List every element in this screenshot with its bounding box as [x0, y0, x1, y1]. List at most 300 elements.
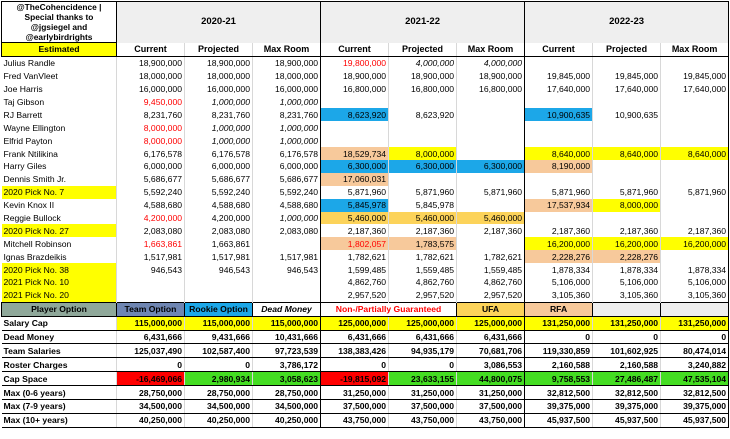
- player-name: Reggie Bullock: [2, 212, 117, 225]
- salary-cell: 17,640,000: [593, 83, 661, 96]
- player-name: Fred VanVleet: [2, 70, 117, 83]
- salary-cell: 1,000,000: [185, 96, 253, 109]
- summary-value: 28,750,000: [253, 386, 321, 400]
- legend-row: [2, 302, 729, 316]
- summary-value: 0: [661, 330, 729, 344]
- summary-value: 6,431,666: [117, 330, 185, 344]
- summary-value: 37,500,000: [389, 400, 457, 414]
- legend-team-option: Team Option: [117, 302, 185, 316]
- salary-cell: 2,187,360: [389, 224, 457, 237]
- salary-cell: 16,800,000: [457, 83, 525, 96]
- summary-value: 94,935,179: [389, 344, 457, 358]
- salary-cell: 8,000,000: [117, 121, 185, 134]
- player-row: [2, 70, 729, 83]
- salary-cell: 18,900,000: [185, 56, 253, 69]
- salary-cell: [457, 121, 525, 134]
- subheader-max-room-0: Max Room: [253, 43, 321, 57]
- summary-value: 125,000,000: [389, 316, 457, 330]
- summary-value: 101,602,925: [593, 344, 661, 358]
- salary-sheet: [1, 1, 729, 428]
- salary-cell: 5,871,960: [661, 186, 729, 199]
- salary-cell: [457, 199, 525, 212]
- salary-cell: 16,800,000: [321, 83, 389, 96]
- salary-cell: 2,187,360: [457, 224, 525, 237]
- salary-cell: 8,640,000: [593, 147, 661, 160]
- summary-value: 3,786,172: [253, 358, 321, 372]
- player-row: [2, 263, 729, 276]
- salary-cell: 6,300,000: [389, 160, 457, 173]
- salary-cell: 2,187,360: [593, 224, 661, 237]
- salary-cell: 4,862,760: [389, 276, 457, 289]
- player-row: [2, 250, 729, 263]
- salary-cell: 18,000,000: [185, 70, 253, 83]
- subheader-current-2: Current: [525, 43, 593, 57]
- salary-cell: 4,000,000: [389, 56, 457, 69]
- player-row: [2, 237, 729, 250]
- salary-cell: [593, 160, 661, 173]
- salary-cell: 2,187,360: [321, 224, 389, 237]
- salary-cell: 10,900,635: [525, 108, 593, 121]
- summary-value: 45,937,500: [525, 413, 593, 427]
- salary-cell: [117, 276, 185, 289]
- summary-value: 0: [389, 358, 457, 372]
- summary-value: 6,431,666: [389, 330, 457, 344]
- salary-cell: 2,957,520: [321, 289, 389, 302]
- credit-cell: @TheCohencidence | Special thanks to @jgsiegel and @earlybirdrights: [2, 2, 117, 43]
- player-name: Harry Giles: [2, 160, 117, 173]
- subheader-current-0: Current: [117, 43, 185, 57]
- player-row: [2, 83, 729, 96]
- summary-value: 131,250,000: [525, 316, 593, 330]
- salary-cell: [593, 212, 661, 225]
- player-row: [2, 199, 729, 212]
- salary-cell: 1,000,000: [185, 134, 253, 147]
- salary-cell: [389, 121, 457, 134]
- summary-value: 32,812,500: [661, 386, 729, 400]
- salary-cell: 18,900,000: [321, 70, 389, 83]
- summary-label: Dead Money: [2, 330, 117, 344]
- salary-cell: 4,000,000: [457, 56, 525, 69]
- player-row: [2, 173, 729, 186]
- salary-cell: 5,106,000: [593, 276, 661, 289]
- salary-cell: [457, 173, 525, 186]
- salary-cell: 8,623,920: [321, 108, 389, 121]
- salary-cell: [661, 212, 729, 225]
- salary-cell: [661, 56, 729, 69]
- legend-non-guaranteed: Non-/Partially Guaranteed: [321, 302, 457, 316]
- summary-value: 3,086,553: [457, 358, 525, 372]
- player-row: [2, 289, 729, 302]
- salary-cell: 2,228,276: [525, 250, 593, 263]
- player-name: Taj Gibson: [2, 96, 117, 109]
- salary-cell: 19,800,000: [321, 56, 389, 69]
- salary-cell: 2,187,360: [661, 224, 729, 237]
- salary-cell: 1,878,334: [593, 263, 661, 276]
- salary-cell: 5,871,960: [321, 186, 389, 199]
- legend-dead-money: Dead Money: [253, 302, 321, 316]
- salary-cell: 4,862,760: [321, 276, 389, 289]
- summary-value: 0: [593, 330, 661, 344]
- salary-cell: 18,900,000: [389, 70, 457, 83]
- salary-cell: 17,640,000: [661, 83, 729, 96]
- summary-value: 43,750,000: [321, 413, 389, 427]
- summary-value: 70,681,706: [457, 344, 525, 358]
- summary-value: 34,500,000: [117, 400, 185, 414]
- salary-cell: 946,543: [185, 263, 253, 276]
- player-name: Dennis Smith Jr.: [2, 173, 117, 186]
- summary-value: 34,500,000: [253, 400, 321, 414]
- salary-cell: 18,000,000: [117, 70, 185, 83]
- salary-cell: 6,300,000: [321, 160, 389, 173]
- summary-value: 31,250,000: [457, 386, 525, 400]
- player-name: RJ Barrett: [2, 108, 117, 121]
- salary-cell: 10,900,635: [593, 108, 661, 121]
- salary-cell: 5,460,000: [389, 212, 457, 225]
- player-row: [2, 212, 729, 225]
- summary-value: 125,000,000: [321, 316, 389, 330]
- salary-cell: 5,845,978: [389, 199, 457, 212]
- player-name: Wayne Ellington: [2, 121, 117, 134]
- player-row: [2, 121, 729, 134]
- player-name: Kevin Knox II: [2, 199, 117, 212]
- salary-cell: 8,231,760: [185, 108, 253, 121]
- salary-cell: 8,000,000: [593, 199, 661, 212]
- subheader-max-room-2: Max Room: [661, 43, 729, 57]
- salary-cell: [389, 96, 457, 109]
- salary-cell: 8,000,000: [117, 134, 185, 147]
- salary-cell: 2,187,360: [525, 224, 593, 237]
- summary-value: 32,812,500: [593, 386, 661, 400]
- salary-cell: 1,000,000: [253, 134, 321, 147]
- salary-cell: [661, 199, 729, 212]
- summary-value: 2,160,588: [593, 358, 661, 372]
- summary-value: 119,330,859: [525, 344, 593, 358]
- summary-label: Max (7-9 years): [2, 400, 117, 414]
- player-name: 2021 Pick No. 10: [2, 276, 117, 289]
- salary-cell: [661, 134, 729, 147]
- salary-cell: 1,782,621: [457, 250, 525, 263]
- salary-cell: 4,588,680: [117, 199, 185, 212]
- salary-cell: 4,200,000: [117, 212, 185, 225]
- summary-label: Max (10+ years): [2, 413, 117, 427]
- player-name: Joe Harris: [2, 83, 117, 96]
- summary-value: 31,250,000: [321, 386, 389, 400]
- salary-cell: [253, 289, 321, 302]
- salary-cell: [661, 250, 729, 263]
- summary-value: 27,486,487: [593, 372, 661, 386]
- subheader-projected-0: Projected: [185, 43, 253, 57]
- salary-cell: 1,559,485: [457, 263, 525, 276]
- salary-cell: [457, 134, 525, 147]
- salary-cell: 1,517,981: [117, 250, 185, 263]
- salary-cell: 1,000,000: [253, 212, 321, 225]
- salary-cell: 5,106,000: [525, 276, 593, 289]
- salary-cell: 18,900,000: [253, 56, 321, 69]
- summary-value: 3,058,623: [253, 372, 321, 386]
- salary-cell: 5,592,240: [117, 186, 185, 199]
- salary-cell: 3,105,360: [525, 289, 593, 302]
- summary-value: 10,431,666: [253, 330, 321, 344]
- player-name: 2020 Pick No. 7: [2, 186, 117, 199]
- salary-cell: 2,083,080: [253, 224, 321, 237]
- summary-row: [2, 372, 729, 386]
- salary-cell: 16,200,000: [593, 237, 661, 250]
- player-row: [2, 160, 729, 173]
- salary-cell: [253, 237, 321, 250]
- salary-cell: 5,686,677: [185, 173, 253, 186]
- summary-value: 0: [185, 358, 253, 372]
- salary-cell: [389, 134, 457, 147]
- player-row: [2, 147, 729, 160]
- salary-cell: 1,782,621: [321, 250, 389, 263]
- salary-cell: 1,517,981: [185, 250, 253, 263]
- player-row: [2, 108, 729, 121]
- summary-value: 40,250,000: [185, 413, 253, 427]
- salary-cell: [661, 160, 729, 173]
- summary-value: 125,037,490: [117, 344, 185, 358]
- salary-cell: 16,200,000: [525, 237, 593, 250]
- salary-cell: 17,640,000: [525, 83, 593, 96]
- salary-cell: 16,000,000: [253, 83, 321, 96]
- summary-row: [2, 386, 729, 400]
- subheader-current-1: Current: [321, 43, 389, 57]
- legend-rookie-option: Rookie Option: [185, 302, 253, 316]
- salary-cell: [525, 56, 593, 69]
- summary-row: [2, 330, 729, 344]
- salary-cell: [593, 121, 661, 134]
- summary-value: 34,500,000: [185, 400, 253, 414]
- legend-player-option: Player Option: [2, 302, 117, 316]
- salary-cell: [593, 134, 661, 147]
- salary-cell: 18,529,734: [321, 147, 389, 160]
- summary-value: 40,250,000: [253, 413, 321, 427]
- summary-value: 115,000,000: [185, 316, 253, 330]
- summary-row: [2, 413, 729, 427]
- salary-cell: 19,845,000: [661, 70, 729, 83]
- legend-filler: [593, 302, 661, 316]
- salary-cell: 19,845,000: [525, 70, 593, 83]
- subheader-max-room-1: Max Room: [457, 43, 525, 57]
- salary-cell: 18,900,000: [457, 70, 525, 83]
- salary-cell: 2,957,520: [389, 289, 457, 302]
- summary-value: 6,431,666: [457, 330, 525, 344]
- salary-cell: 6,000,000: [117, 160, 185, 173]
- player-row: [2, 96, 729, 109]
- salary-cell: 16,800,000: [389, 83, 457, 96]
- salary-cell: 8,231,760: [253, 108, 321, 121]
- salary-cell: 5,686,677: [253, 173, 321, 186]
- summary-value: 28,750,000: [185, 386, 253, 400]
- summary-value: 138,383,426: [321, 344, 389, 358]
- subheader-projected-2: Projected: [593, 43, 661, 57]
- summary-value: 28,750,000: [117, 386, 185, 400]
- summary-value: 43,750,000: [389, 413, 457, 427]
- salary-cell: 946,543: [253, 263, 321, 276]
- player-name: 2020 Pick No. 38: [2, 263, 117, 276]
- salary-cell: 16,000,000: [185, 83, 253, 96]
- year-header-2022-23: 2022-23: [525, 2, 729, 43]
- salary-cell: 1,599,485: [321, 263, 389, 276]
- salary-cell: 1,559,485: [389, 263, 457, 276]
- player-name: Julius Randle: [2, 56, 117, 69]
- summary-row: [2, 400, 729, 414]
- summary-value: 23,633,155: [389, 372, 457, 386]
- summary-value: -19,815,092: [321, 372, 389, 386]
- player-row: [2, 56, 729, 69]
- salary-cell: 5,871,960: [593, 186, 661, 199]
- salary-cell: 18,000,000: [253, 70, 321, 83]
- legend-rfa: RFA: [525, 302, 593, 316]
- summary-value: 115,000,000: [253, 316, 321, 330]
- salary-cell: [253, 276, 321, 289]
- legend-ufa: UFA: [457, 302, 525, 316]
- salary-cell: 1,878,334: [525, 263, 593, 276]
- salary-cell: 8,640,000: [661, 147, 729, 160]
- salary-cell: [525, 212, 593, 225]
- salary-cell: 6,176,578: [117, 147, 185, 160]
- salary-cell: 1,802,057: [321, 237, 389, 250]
- summary-value: 39,375,000: [525, 400, 593, 414]
- summary-value: 45,937,500: [593, 413, 661, 427]
- salary-cell: 6,000,000: [185, 160, 253, 173]
- salary-cell: [593, 173, 661, 186]
- salary-cell: 16,000,000: [117, 83, 185, 96]
- salary-cell: 19,845,000: [593, 70, 661, 83]
- summary-row: [2, 344, 729, 358]
- summary-label: Salary Cap: [2, 316, 117, 330]
- salary-cell: [525, 134, 593, 147]
- player-name: Mitchell Robinson: [2, 237, 117, 250]
- summary-value: 40,250,000: [117, 413, 185, 427]
- summary-value: 9,758,553: [525, 372, 593, 386]
- salary-cell: 4,200,000: [185, 212, 253, 225]
- summary-value: 115,000,000: [117, 316, 185, 330]
- summary-value: 2,980,934: [185, 372, 253, 386]
- summary-value: 0: [525, 330, 593, 344]
- subheader-projected-1: Projected: [389, 43, 457, 57]
- salary-cell: [321, 134, 389, 147]
- summary-value: 9,431,666: [185, 330, 253, 344]
- salary-cell: 5,460,000: [457, 212, 525, 225]
- salary-cell: 18,900,000: [117, 56, 185, 69]
- summary-label: Team Salaries: [2, 344, 117, 358]
- player-name: 2021 Pick No. 20: [2, 289, 117, 302]
- salary-cell: 946,543: [117, 263, 185, 276]
- salary-cell: 5,871,960: [457, 186, 525, 199]
- salary-cell: 3,105,360: [593, 289, 661, 302]
- summary-value: 0: [321, 358, 389, 372]
- salary-cell: 5,871,960: [389, 186, 457, 199]
- salary-cell: 1,000,000: [253, 96, 321, 109]
- salary-cell: 17,060,031: [321, 173, 389, 186]
- salary-cell: [525, 96, 593, 109]
- salary-cell: 5,845,978: [321, 199, 389, 212]
- player-row: [2, 186, 729, 199]
- summary-value: -16,469,066: [117, 372, 185, 386]
- summary-value: 37,500,000: [457, 400, 525, 414]
- summary-value: 125,000,000: [457, 316, 525, 330]
- player-name: Frank Ntilikina: [2, 147, 117, 160]
- salary-cell: 1,000,000: [185, 121, 253, 134]
- summary-value: 97,723,539: [253, 344, 321, 358]
- estimated-label: Estimated: [2, 43, 117, 57]
- legend-filler: [661, 302, 729, 316]
- salary-cell: 3,105,360: [661, 289, 729, 302]
- salary-cell: 5,592,240: [253, 186, 321, 199]
- player-row: [2, 276, 729, 289]
- summary-value: 102,587,400: [185, 344, 253, 358]
- salary-cell: [593, 96, 661, 109]
- summary-value: 43,750,000: [457, 413, 525, 427]
- salary-cell: [321, 121, 389, 134]
- summary-label: Max (0-6 years): [2, 386, 117, 400]
- salary-cell: 8,231,760: [117, 108, 185, 121]
- player-row: [2, 224, 729, 237]
- salary-cell: 16,200,000: [661, 237, 729, 250]
- salary-cell: [117, 289, 185, 302]
- summary-value: 31,250,000: [389, 386, 457, 400]
- summary-label: Roster Charges: [2, 358, 117, 372]
- salary-cell: 8,640,000: [525, 147, 593, 160]
- salary-cell: 4,862,760: [457, 276, 525, 289]
- salary-cell: [457, 108, 525, 121]
- salary-cell: [185, 276, 253, 289]
- salary-cell: 6,000,000: [253, 160, 321, 173]
- salary-cell: 5,460,000: [321, 212, 389, 225]
- salary-cell: [661, 108, 729, 121]
- salary-cell: [457, 237, 525, 250]
- player-name: 2020 Pick No. 27: [2, 224, 117, 237]
- salary-cell: 1,663,861: [185, 237, 253, 250]
- salary-cell: [321, 96, 389, 109]
- year-header-2020-21: 2020-21: [117, 2, 321, 43]
- summary-value: 45,937,500: [661, 413, 729, 427]
- salary-cell: 6,300,000: [457, 160, 525, 173]
- summary-value: 131,250,000: [593, 316, 661, 330]
- salary-cell: 5,106,000: [661, 276, 729, 289]
- salary-cell: 4,588,680: [253, 199, 321, 212]
- summary-label: Cap Space: [2, 372, 117, 386]
- salary-cell: 8,623,920: [389, 108, 457, 121]
- salary-cell: [525, 173, 593, 186]
- summary-value: 47,535,104: [661, 372, 729, 386]
- year-header-2021-22: 2021-22: [321, 2, 525, 43]
- summary-value: 3,240,882: [661, 358, 729, 372]
- salary-cell: 1,000,000: [253, 121, 321, 134]
- summary-value: 6,431,666: [321, 330, 389, 344]
- summary-value: 0: [117, 358, 185, 372]
- salary-cell: 2,083,080: [185, 224, 253, 237]
- salary-cell: 1,663,861: [117, 237, 185, 250]
- summary-value: 131,250,000: [661, 316, 729, 330]
- salary-cell: [457, 96, 525, 109]
- player-row: [2, 134, 729, 147]
- salary-cell: [185, 289, 253, 302]
- salary-cell: 17,537,934: [525, 199, 593, 212]
- summary-value: 32,812,500: [525, 386, 593, 400]
- summary-value: 39,375,000: [661, 400, 729, 414]
- salary-cell: 2,228,276: [593, 250, 661, 263]
- salary-cell: 8,000,000: [389, 147, 457, 160]
- summary-value: 2,160,588: [525, 358, 593, 372]
- salary-cell: [593, 56, 661, 69]
- salary-cell: 6,176,578: [253, 147, 321, 160]
- salary-cell: 5,592,240: [185, 186, 253, 199]
- summary-value: 37,500,000: [321, 400, 389, 414]
- salary-cell: 4,588,680: [185, 199, 253, 212]
- salary-cell: 5,871,960: [525, 186, 593, 199]
- salary-cell: 2,957,520: [457, 289, 525, 302]
